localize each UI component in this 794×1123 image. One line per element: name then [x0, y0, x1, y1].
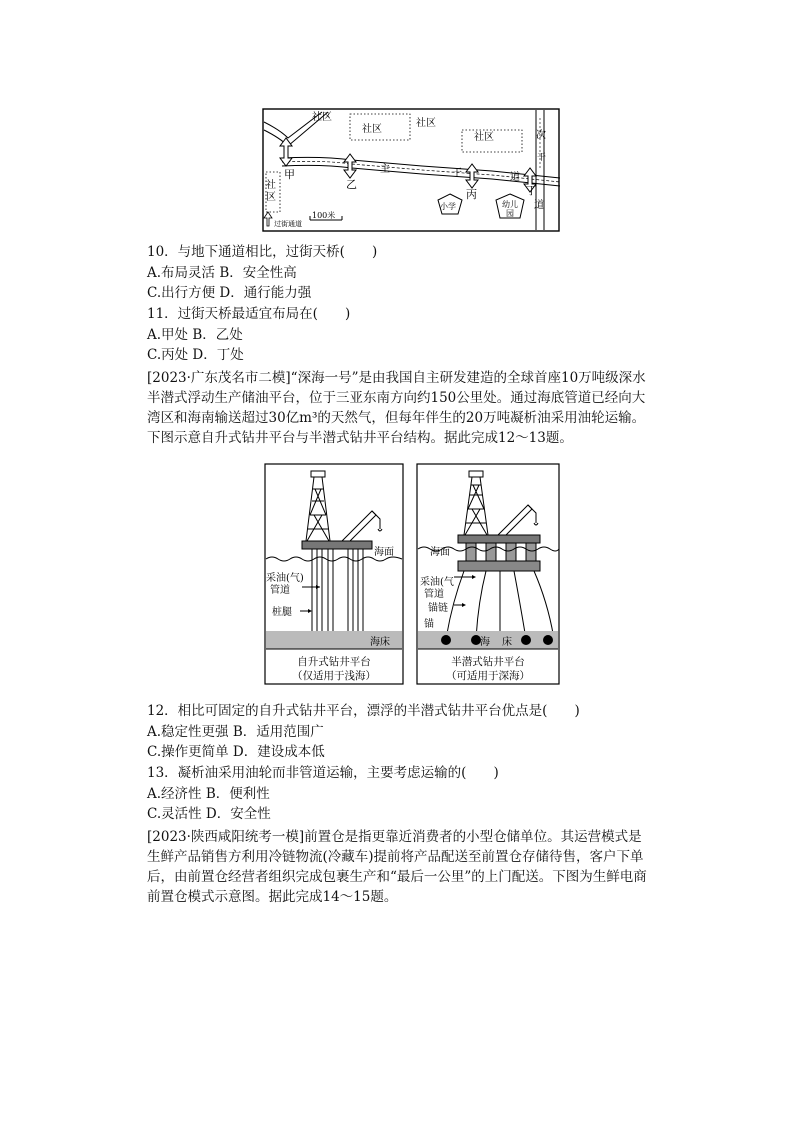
question-11-options-ab: A.甲处 B．乙处: [147, 327, 243, 343]
label-pipe-left: 管道: [270, 585, 290, 596]
question-13-stem: 13．凝析油采用油轮而非管道运输，主要考虑运输的( ): [147, 765, 499, 781]
caption-left-title: 自升式钻井平台: [297, 656, 371, 668]
question-13-options-ab: A.经济性 B．便利性: [147, 786, 270, 802]
label-community: 社区: [312, 112, 332, 123]
label-road: 道: [510, 172, 520, 183]
label-community: 社区: [362, 124, 382, 135]
question-10-options-cd: C.出行方便 D．通行能力强: [147, 285, 312, 301]
label-community-left: 区: [266, 192, 276, 203]
caption-right-title: 半潜式钻井平台: [451, 656, 525, 668]
question-10-options-ab: A.布局灵活 B．安全性高: [147, 265, 297, 281]
caption-right-note: （可适用于深海）: [446, 670, 530, 682]
legend-passage-label: 过街通道: [274, 220, 302, 228]
label-ding: 丁: [526, 184, 537, 197]
label-leg: 桩腿: [272, 607, 292, 618]
label-road: 道: [534, 200, 544, 211]
label-bing: 丙: [466, 188, 477, 201]
label-road: 次: [536, 130, 546, 141]
caption-left-note: （仅适用于浅海）: [292, 670, 376, 682]
label-jia: 甲: [284, 168, 295, 181]
label-road: 干: [452, 168, 462, 179]
label-pipe-left: 采油(气): [266, 573, 304, 584]
question-10-stem: 10．与地下通道相比，过街天桥( ): [147, 244, 378, 260]
label-kindergarten: 幼儿: [502, 200, 518, 209]
label-community-left: 社: [266, 180, 276, 191]
intro-paragraph-3: [2023·陕西咸阳统考一模]前置仓是指更靠近消费者的小型仓储单位。其运营模式是生鲜产品销售方利用冷链物流(冷藏车)提前将产品配送至前置仓存储待售，客户下单后，由前置仓经营者组织完成包裹生产和“最后一公里”的上门配送。下图为生鲜电商前置仓模式示意图。据此完成14～15题。: [147, 829, 647, 905]
question-13-options-cd: C.灵活性 D．安全性: [147, 806, 271, 822]
label-kindergarten: 园: [506, 209, 514, 218]
label-seabed-right: 海: [480, 637, 490, 648]
label-school: 小学: [440, 202, 456, 211]
deck-right: [458, 535, 540, 543]
label-yi: 乙: [346, 178, 357, 191]
question-11-stem: 11．过街天桥最适宜布局在( ): [147, 306, 351, 322]
label-road: 干: [537, 153, 547, 163]
label-sea-surface-right: 海面: [430, 547, 450, 558]
label-anchor: 锚: [424, 619, 434, 630]
street-map-figure: [262, 108, 560, 232]
label-community: 社区: [416, 118, 436, 129]
label-pipe-right: 管道: [424, 589, 444, 600]
label-road: 主: [380, 164, 390, 175]
question-11-options-cd: C.丙处 D．丁处: [147, 347, 244, 363]
label-seabed-right: 床: [502, 637, 512, 648]
label-pipe-right: 采油(气: [420, 577, 454, 588]
label-seabed-left: 海床: [370, 637, 390, 648]
label-community: 社区: [474, 132, 494, 143]
question-12-options-cd: C.操作更简单 D．建设成本低: [147, 744, 325, 760]
drilling-platform-figure: [264, 463, 560, 687]
pontoon-right: [458, 561, 540, 571]
legend-scale-label: 100米: [312, 211, 336, 220]
label-chain: 锚链: [428, 603, 448, 614]
label-sea-surface-left: 海面: [374, 547, 394, 558]
deck-left: [302, 541, 372, 549]
intro-paragraph-2: [2023·广东茂名市二模]“深海一号”是由我国自主研发建造的全球首座10万吨级深水半潜式浮动生产储油平台，位于三亚东南方向约150公里处。通过海底管道已经向大湾区和海南输送超过30亿m³的天然气，但每年伴生的20万吨凝析油采用油轮运输。下图示意自升式钻井平台与半潜式钻井平台结构。据此完成12～13题。: [147, 370, 646, 446]
question-12-options-ab: A.稳定性更强 B．适用范围广: [147, 724, 324, 740]
question-12-stem: 12．相比可固定的自升式钻井平台，漂浮的半潜式钻井平台优点是( ): [147, 703, 580, 719]
